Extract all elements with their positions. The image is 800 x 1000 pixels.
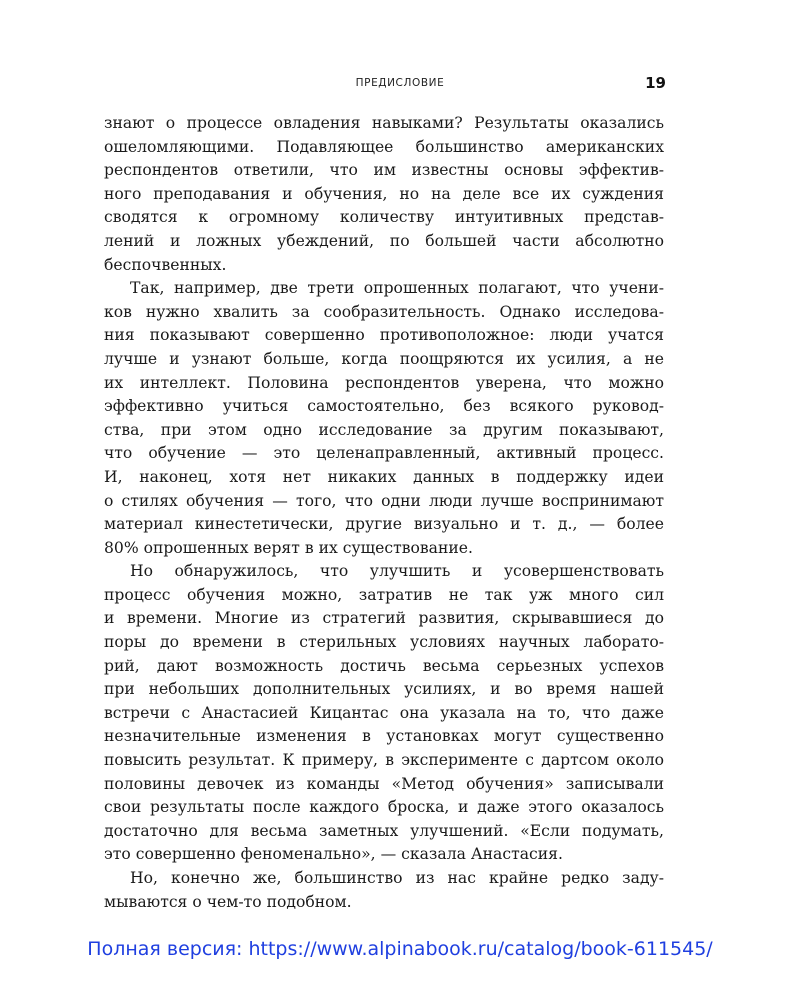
text-line: и времени. Многие из стратегий развития, скрывавшиеся до: [104, 609, 664, 628]
full-version-link[interactable]: Полная версия: https://www.alpinabook.ru/catalog/book-611545/: [87, 938, 713, 960]
text-line: свои результаты после каждого броска, и даже этого оказалось: [104, 798, 664, 817]
text-line: 80% опрошенных верят в их существование.: [104, 538, 473, 557]
text-line: при небольших дополнительных усилиях, и во время нашей: [104, 680, 664, 699]
text-line: встречи с Анастасией Кицантас она указала на то, что даже: [104, 703, 664, 722]
page-number: 19: [645, 74, 666, 92]
text-line: ного преподавания и обучения, но на деле все их суждения: [104, 184, 664, 203]
text-line: достаточно для весьма заметных улучшений. «Если подумать,: [104, 821, 664, 840]
text-line: знают о процессе овладения навыками? Результаты оказались: [104, 114, 664, 132]
text-line: поры до времени в стерильных условиях научных лаборато-: [104, 633, 664, 652]
text-line: это совершенно феноменально», — сказала Анастасия.: [104, 845, 563, 864]
text-line: рий, дают возможность достичь весьма серьезных успехов: [104, 656, 664, 675]
text-line: лений и ложных убеждений, по большей части абсолютно: [104, 231, 664, 250]
text-line: процесс обучения можно, затратив не так уж много сил: [104, 585, 664, 604]
body-text: [104, 112, 664, 914]
text-line: их интеллект. Половина респондентов уверена, что можно: [104, 373, 664, 392]
text-line: ния показывают совершенно противоположное: люди учатся: [104, 326, 664, 345]
running-head: [0, 74, 800, 94]
text-line: Но, конечно же, большинство из нас крайне редко заду-: [130, 869, 664, 887]
text-line: незначительные изменения в установках могут существенно: [104, 727, 664, 746]
text-line: о стилях обучения — того, что одни люди лучше воспринимают: [104, 491, 664, 510]
section-title: ПРЕДИСЛОВИЕ: [355, 77, 445, 89]
text-line: ошеломляющими. Подавляющее большинство американских: [104, 137, 664, 156]
text-line: сводятся к огромному количеству интуитивных представ-: [104, 208, 664, 227]
text-line: ства, при этом одно исследование за другим показывают,: [104, 420, 664, 439]
text-line: респондентов ответили, что им известны основы эффектив-: [104, 161, 664, 180]
text-line: эффективно учиться самостоятельно, без всякого руковод-: [104, 397, 664, 416]
text-line: ков нужно хвалить за сообразительность. Однако исследова-: [104, 302, 664, 321]
text-line: лучше и узнают больше, когда поощряются их усилия, а не: [104, 349, 664, 368]
text-line: мываются о чем-то подобном.: [104, 892, 352, 911]
text-line: материал кинестетически, другие визуально и т. д., — более: [104, 515, 664, 534]
text-line: Так, например, две трети опрошенных полагают, что учени-: [130, 279, 664, 298]
text-line: половины девочек из команды «Метод обучения» записывали: [104, 774, 664, 793]
text-line: беспочвенных.: [104, 255, 227, 274]
text-line: И, наконец, хотя нет никаких данных в поддержку идеи: [104, 467, 664, 486]
text-line: Но обнаружилось, что улучшить и усовершенствовать: [130, 562, 664, 581]
text-line: повысить результат. К примеру, в эксперименте с дартсом около: [104, 751, 664, 770]
text-line: что обучение — это целенаправленный, активный процесс.: [104, 444, 664, 463]
